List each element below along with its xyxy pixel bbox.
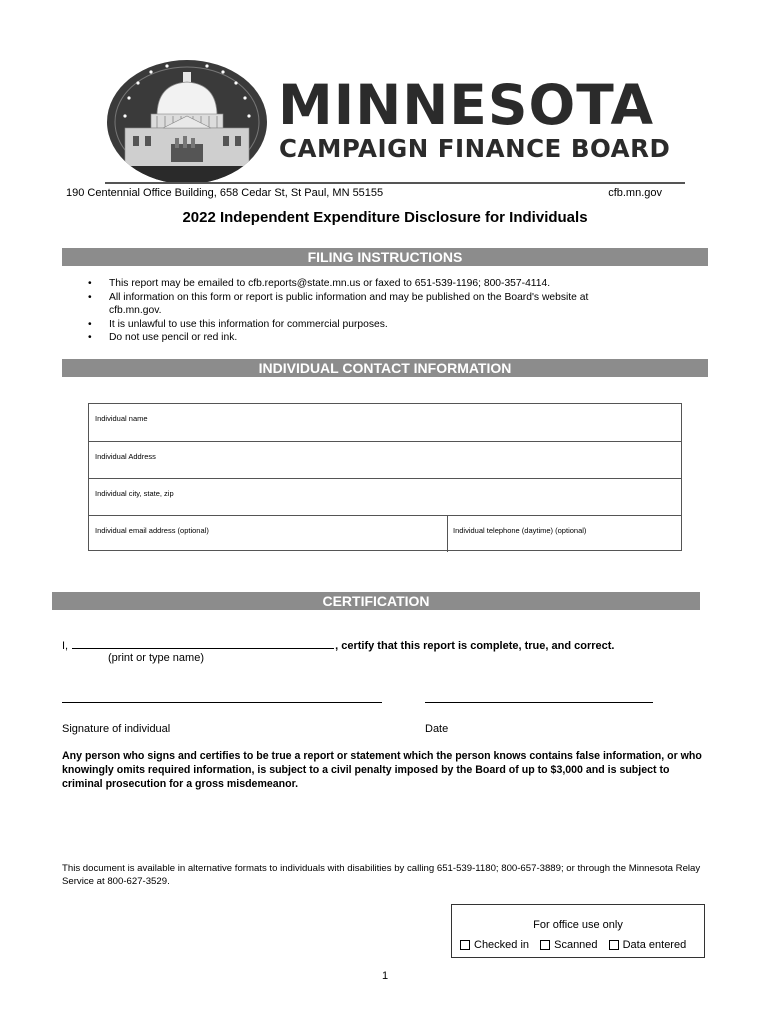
- filing-instructions-heading: FILING INSTRUCTIONS: [62, 248, 708, 266]
- contact-email-phone-row: [89, 516, 681, 552]
- individual-name-field[interactable]: [89, 404, 681, 442]
- page-title: 2022 Independent Expenditure Disclosure for Individuals: [182, 209, 588, 226]
- board-address: 190 Centennial Office Building, 658 Cedar St, St Paul, MN 55155: [66, 187, 384, 199]
- penalty-warning: Any person who signs and certifies to be true a report or statement which the person knows contains false information, or who knowingly omits required information, is subject to a civil penalty imposed by the Board of up to $3,000 and is subject to criminal prosecution for a gross misdemeanor.: [62, 750, 702, 790]
- capitol-seal-logo: [105, 58, 270, 184]
- filing-instructions-list: [88, 277, 628, 345]
- logo-subtitle: CAMPAIGN FINANCE BOARD: [279, 134, 671, 163]
- individual-address-label: Individual Address: [95, 452, 156, 461]
- instruction-item: • This report may be emailed to cfb.reports@state.mn.us or faxed to 651-539-1196; 800-357-4114.: [88, 277, 628, 291]
- office-use-checks: [460, 939, 694, 953]
- page-number: 1: [381, 970, 389, 982]
- instruction-item: • Do not use pencil or red ink.: [88, 331, 628, 345]
- print-name-label: (print or type name): [108, 652, 204, 664]
- certification-heading: CERTIFICATION: [52, 592, 700, 610]
- signature-label: Signature of individual: [62, 723, 171, 735]
- cert-prefix: I,: [62, 640, 69, 652]
- contact-information-heading: INDIVIDUAL CONTACT INFORMATION: [62, 359, 708, 377]
- individual-city-label: Individual city, state, zip: [95, 489, 174, 498]
- office-use-box: [451, 904, 705, 958]
- checkbox-icon: [540, 940, 550, 950]
- individual-phone-label[interactable]: Individual telephone (daytime) (optional): [453, 526, 587, 535]
- individual-email-label[interactable]: Individual email address (optional): [95, 526, 209, 535]
- instruction-item: • All information on this form or report is public information and may be published on the Board's website at cfb.mn.gov.: [88, 291, 628, 318]
- accessibility-note: This document is available in alternative formats to individuals with disabilities by calling 651-539-1180; 800-657-3889; or through the Minnesota Relay Service at 800-627-3529.: [62, 863, 701, 887]
- checkbox-icon: [460, 940, 470, 950]
- checked-in-checkbox[interactable]: [460, 939, 529, 951]
- individual-name-label: Individual name: [95, 414, 148, 423]
- individual-city-field[interactable]: [89, 479, 681, 516]
- cert-text: , certify that this report is complete, true, and correct.: [335, 640, 615, 652]
- scanned-checkbox[interactable]: [540, 939, 597, 951]
- checked-in-label: Checked in: [474, 939, 530, 951]
- data-entered-label: Data entered: [622, 939, 687, 951]
- printed-name-blank[interactable]: [72, 637, 334, 649]
- header-rule: [105, 182, 685, 184]
- certification-statement: [62, 637, 614, 652]
- individual-address-field[interactable]: [89, 442, 681, 479]
- contact-form: [88, 403, 682, 551]
- board-website: cfb.mn.gov: [608, 187, 662, 199]
- signature-line[interactable]: [62, 702, 382, 703]
- field-divider: [447, 516, 448, 552]
- office-use-title: For office use only: [533, 919, 623, 931]
- checkbox-icon: [609, 940, 619, 950]
- logo-title: MINNESOTA: [278, 73, 655, 137]
- instruction-item: • It is unlawful to use this information for commercial purposes.: [88, 318, 628, 332]
- date-label: Date: [425, 723, 449, 735]
- scanned-label: Scanned: [554, 939, 598, 951]
- date-line[interactable]: [425, 702, 653, 703]
- data-entered-checkbox[interactable]: [609, 939, 687, 951]
